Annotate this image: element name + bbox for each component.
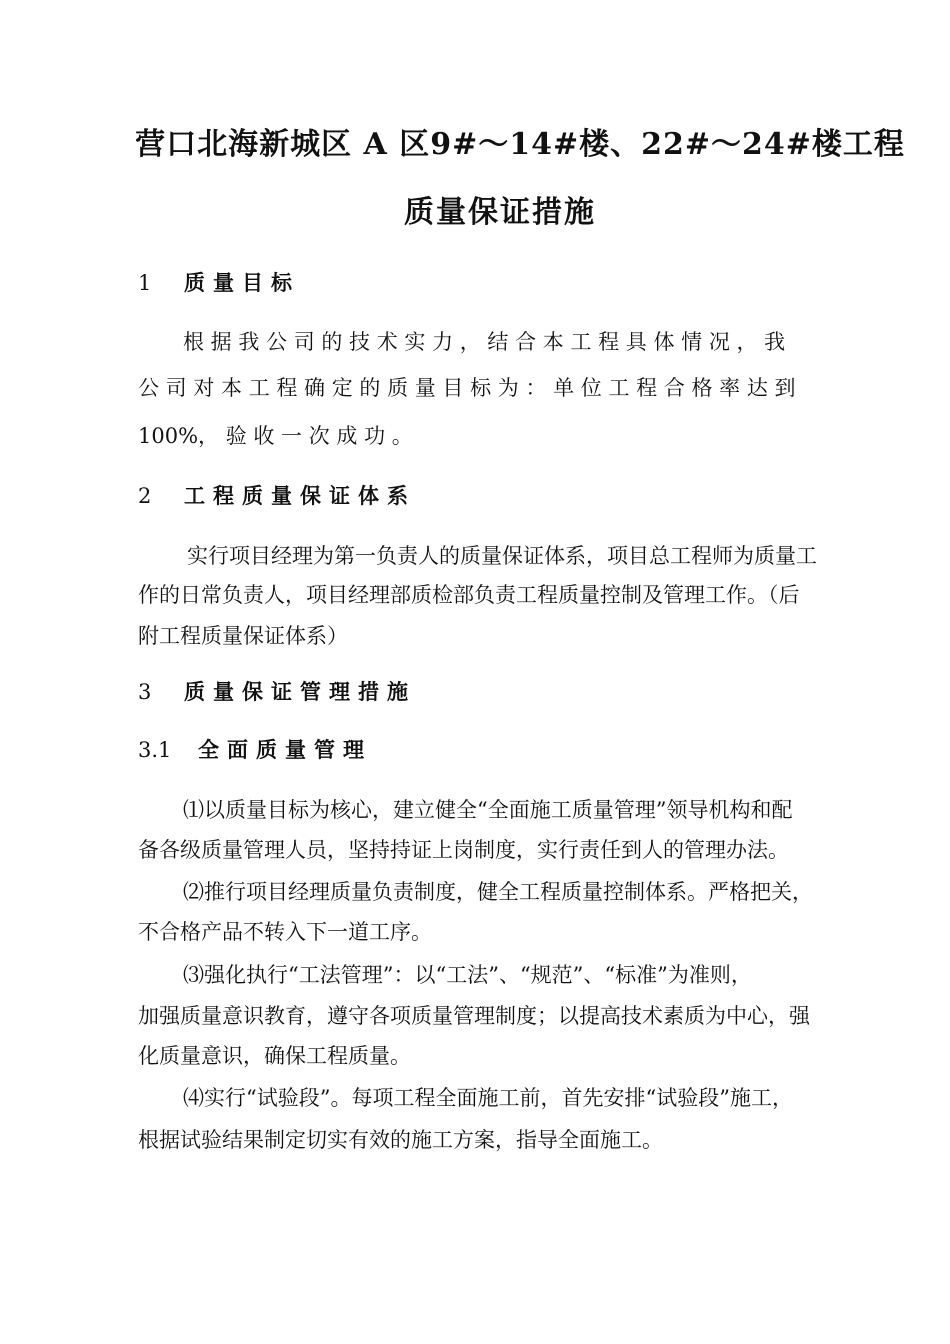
section-title: 质量保证管理措施 (184, 679, 416, 704)
paragraph-line: 实行项目经理为第一负责人的质量保证体系，项目总工程师为质量工 (187, 544, 817, 568)
section-number: 3.1 (138, 738, 172, 762)
paragraph-line: 100%， 验 收 一 次 成 功 。 (138, 424, 413, 448)
section-number: 1 (138, 271, 152, 295)
section-3-heading (138, 676, 416, 706)
paragraph-line: 根 据 我 公 司 的 技 术 实 力 ， 结 合 本 工 程 具 体 情 况 ， 我 (183, 330, 786, 354)
section-number: 2 (138, 484, 152, 508)
list-item-line: ⑵推行项目经理质量负责制度，健全工程质量控制体系。严格把关， (183, 880, 813, 904)
paragraph-line: 公 司 对 本 工 程 确 定 的 质 量 目 标 为 ： 单 位 工 程 合 格 率 达 到 (138, 376, 796, 400)
list-item-line: 不合格产品不转入下一道工序。 (138, 920, 432, 944)
list-item-line: 加强质量意识教育，遵守各项质量管理制度；以提高技术素质为中心，强 (138, 1004, 810, 1028)
paragraph-line: 作的日常负责人，项目经理部质检部负责工程质量控制及管理工作。（后 (138, 583, 800, 607)
list-item-line: 根据试验结果制定切实有效的施工方案，指导全面施工。 (138, 1128, 663, 1152)
document-title-line2: 质量保证措施 (404, 195, 596, 230)
section-title: 质量目标 (184, 270, 300, 295)
paragraph-line: 附工程质量保证体系） (138, 624, 348, 648)
list-item-line: 化质量意识，确保工程质量。 (138, 1044, 411, 1068)
list-item-line: ⑷实行“试验段”。每项工程全面施工前，首先安排“试验段”施工， (183, 1086, 793, 1110)
section-3-1-heading (138, 734, 372, 764)
section-1-heading (138, 267, 300, 297)
section-2-heading (138, 480, 416, 510)
list-item-line: 备各级质量管理人员，坚持持证上岗制度，实行责任到人的管理办法。 (138, 838, 789, 862)
section-title: 全面质量管理 (198, 737, 372, 762)
section-title: 工程质量保证体系 (184, 483, 416, 508)
document-title-line1: 营口北海新城区 A 区9#～14#楼、22#～24#楼工程 (135, 127, 905, 162)
list-item-line: ⑴以质量目标为核心，建立健全“全面施工质量管理”领导机构和配 (183, 798, 793, 822)
list-item-line: ⑶强化执行“工法管理”：以“工法”、“规范”、“标准”为准则， (183, 963, 752, 987)
section-number: 3 (138, 680, 152, 704)
